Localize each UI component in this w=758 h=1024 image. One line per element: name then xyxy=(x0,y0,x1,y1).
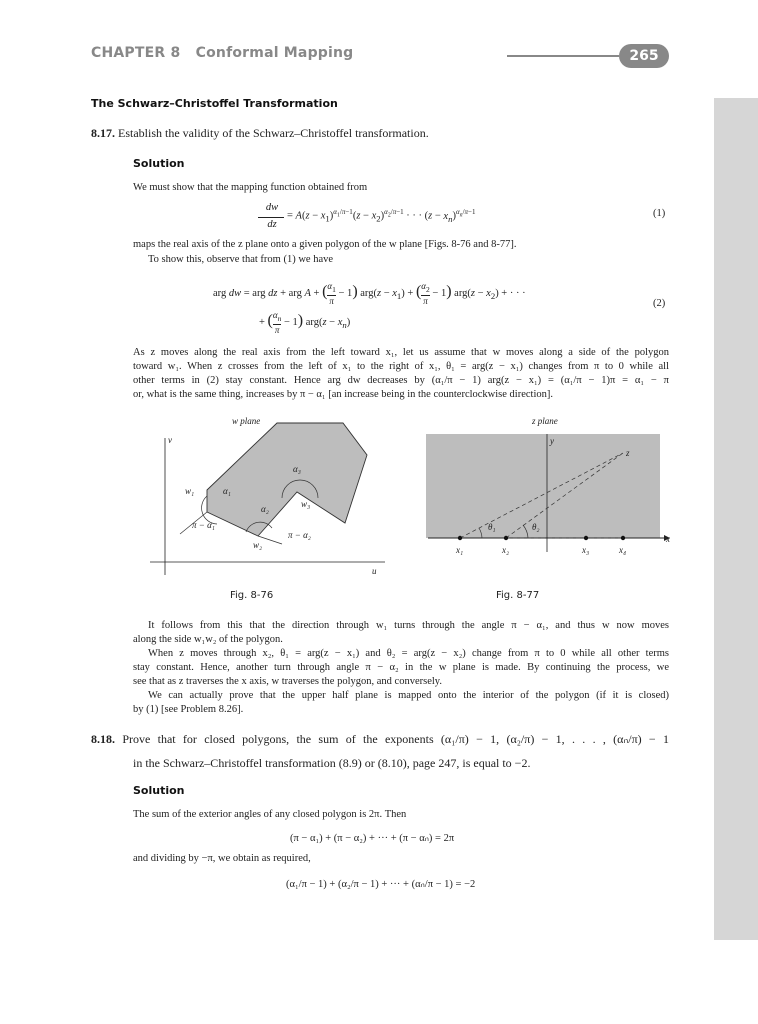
equation-818-2: (α₁/π − 1) + (α₂/π − 1) + ··· + (αₙ/π − 1) = −2 xyxy=(286,879,476,890)
label-theta1: θ₁ xyxy=(488,522,496,532)
equation-818-1: (π − α₁) + (π − α₂) + ··· + (π − αₙ) = 2π xyxy=(290,833,455,844)
label-theta2: θ₂ xyxy=(532,522,540,532)
problem-statement-line-2: in the Schwarz–Christoffel transformation (8.9) or (8.10), page 247, is equal to −2. xyxy=(133,756,531,770)
label-x2: x₂ xyxy=(502,545,510,555)
paragraph-after-1 xyxy=(133,619,669,647)
paragraph: We must show that the mapping function obtained from xyxy=(133,182,368,193)
label-x3: x₃ xyxy=(582,545,590,555)
eq1-denominator: dz xyxy=(267,219,277,230)
paragraph-after-2 xyxy=(133,647,669,689)
problem-statement: Establish the validity of the Schwarz–Christoffel transformation. xyxy=(118,126,429,140)
paragraph: and dividing by −π, we obtain as required, xyxy=(133,853,311,864)
label-alpha2: α₂ xyxy=(261,504,269,514)
x-axis-label: x xyxy=(666,534,670,544)
text-line: As z moves along the real axis from the left toward x₁, let us assume that w moves along a side of the polygon xyxy=(133,347,669,358)
text-line: by (1) [see Problem 8.26]. xyxy=(133,704,244,715)
v-axis-label: v xyxy=(168,435,172,445)
fig76-caption: Fig. 8-76 xyxy=(230,590,274,601)
problem-number: 8.18. xyxy=(91,732,115,746)
point-x2 xyxy=(504,536,508,540)
polygon xyxy=(207,423,367,536)
section-title: The Schwarz–Christoffel Transformation xyxy=(91,97,338,110)
paragraph-after-3 xyxy=(133,689,669,717)
paragraph-p3 xyxy=(133,346,669,402)
text-line: toward w₁. When z crosses from the left of x₁ to the right of x₁, θ₁ = arg(z − x₁) changes from π to 0 while all xyxy=(133,361,669,372)
paragraph: maps the real axis of the z plane onto a given polygon of the w plane [Figs. 8-76 and 8-77]. xyxy=(133,239,517,250)
text-line: along the side w₁w₂ of the polygon. xyxy=(133,634,283,645)
fig-8-77 xyxy=(420,410,680,570)
solution-label: Solution xyxy=(133,157,185,170)
label-x4: x₄ xyxy=(619,545,627,555)
problem-8-18-statement xyxy=(91,732,669,747)
fig-8-76 xyxy=(150,410,400,580)
label-w3: w₃ xyxy=(301,499,311,509)
equation-2-line-2: + ($\frac{\alpha_n}{\pi}$ − 1) $arg(z - x_n)$ xyxy=(259,310,351,335)
page-number: 265 xyxy=(619,44,669,68)
problem-8-17-statement xyxy=(91,126,429,141)
y-axis-label: y xyxy=(550,436,554,446)
text-line: It follows from this that the direction through w₁ turns through the angle π − α₁, and thus w now moves xyxy=(148,620,669,631)
label-w2: w₂ xyxy=(253,540,263,550)
equation-1: = $A(z - x_1)^{\alpha_1/\pi-1}(z - x_2)^{\alpha_2/\pi-1}$ · · · $(z - x_n)^{\alpha_n/\pi-1}$ xyxy=(287,208,476,224)
problem-number: 8.17. xyxy=(91,126,115,140)
label-w1: w₁ xyxy=(185,486,195,496)
eq1-numerator: dw xyxy=(265,202,279,213)
fig77-caption: Fig. 8-77 xyxy=(496,590,540,601)
side-tab xyxy=(714,98,758,940)
chapter-header: CHAPTER 8 Conformal Mapping xyxy=(91,45,354,61)
upper-half-plane xyxy=(426,434,660,538)
fig76-title: w plane xyxy=(232,416,261,426)
point-x3 xyxy=(584,536,588,540)
paragraph: The sum of the exterior angles of any closed polygon is 2π. Then xyxy=(133,809,407,820)
u-axis-label: u xyxy=(372,566,377,576)
header-rule xyxy=(507,55,619,57)
point-x4 xyxy=(621,536,625,540)
text-line: stay constant. Hence, another turn through angle π − α₂ in the w plane is made. By continuing the process, we xyxy=(133,662,669,673)
text-line: see that as z traverses the x axis, w traverses the polygon, and conversely. xyxy=(133,676,442,687)
solution-label: Solution xyxy=(133,784,185,797)
text-line: We can actually prove that the upper half plane is mapped onto the interior of the polygon (if it is closed) xyxy=(148,690,669,701)
label-pi-minus-alpha2: π − α₂ xyxy=(288,530,311,540)
label-alpha3: α₃ xyxy=(293,464,301,474)
label-pi-minus-alpha1: π − α₁ xyxy=(192,520,215,530)
text-line: other terms in (2) stay constant. Hence arg dw decreases by (α₁/π − 1) arg(z − x₁) = (α₁/π − 1)π = α₁ − π xyxy=(133,375,669,386)
paragraph: To show this, observe that from (1) we have xyxy=(148,254,334,265)
problem-statement-line-1: Prove that for closed polygons, the sum of the exponents (α₁/π) − 1, (α₂/π) − 1, . . . , (αₙ/π) − 1 xyxy=(122,732,670,746)
fraction-bar xyxy=(258,217,284,218)
text-line: or, what is the same thing, increases by π − α₁ [an increase being in the counterclockwise direction]. xyxy=(133,389,553,400)
label-z: z xyxy=(626,448,630,458)
equation-number: (1) xyxy=(653,208,666,219)
equation-number: (2) xyxy=(653,298,666,309)
label-x1: x₁ xyxy=(456,545,464,555)
fig77-title: z plane xyxy=(532,416,558,426)
label-alpha1: α₁ xyxy=(223,486,231,496)
equation-2-line-1: arg dw = arg dz + arg $A + (\alpha_1$ π − 1) $arg(z - x_1) + (\alpha_2$ π − 1) $arg(z - x_2)$ + · · · xyxy=(213,281,526,306)
point-x1 xyxy=(458,536,462,540)
text-line: When z moves through x₂, θ₁ = arg(z − x₁) and θ₂ = arg(z − x₂) change from π to 0 while all other terms xyxy=(148,648,669,659)
